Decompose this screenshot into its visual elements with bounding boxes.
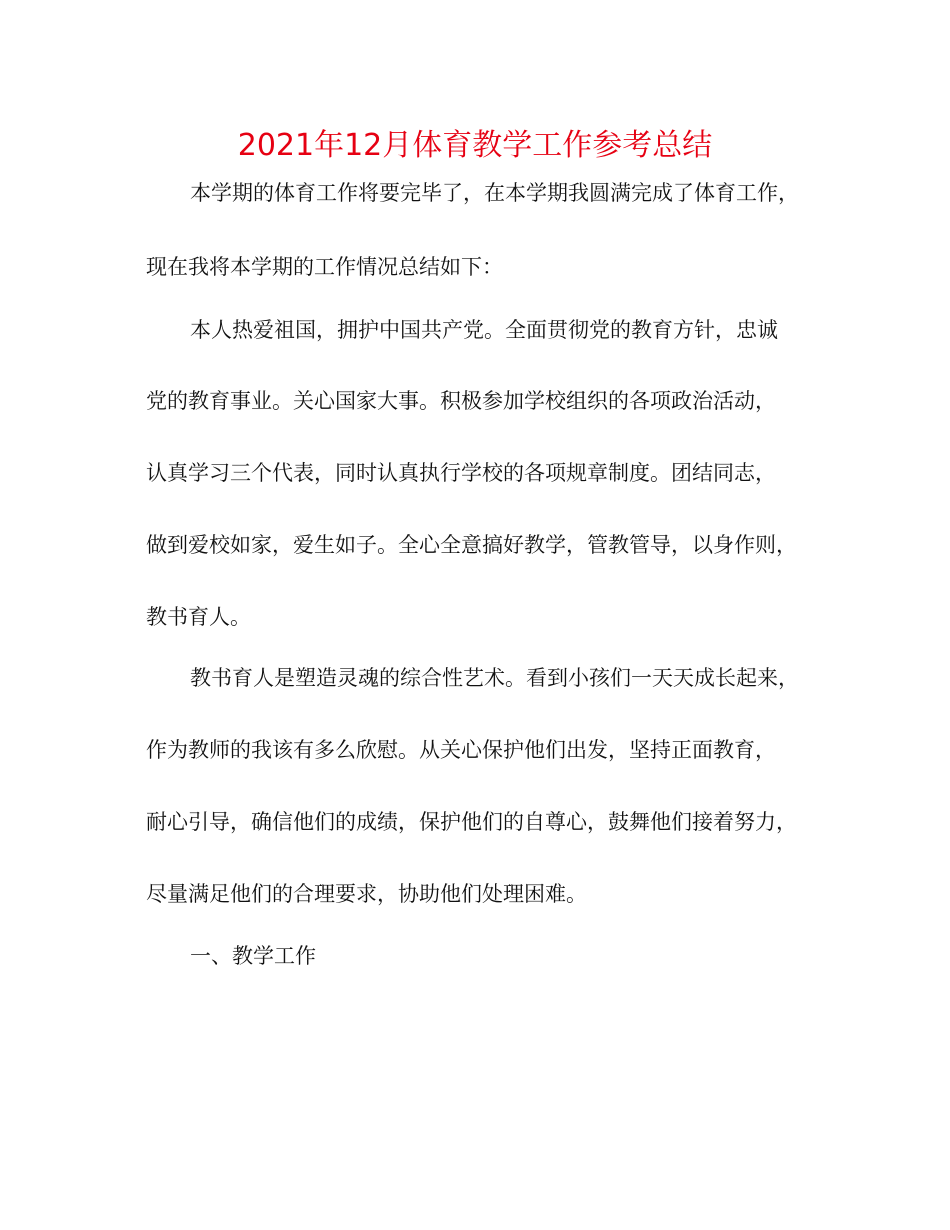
section-heading: 一、教学工作 — [190, 944, 316, 968]
paragraph-line: 作为教师的我该有多么欣慰。从关心保护他们出发，坚持正面教育， — [146, 738, 776, 762]
paragraph-line: 党的教育事业。关心国家大事。积极参加学校组织的各项政治活动， — [146, 389, 776, 413]
paragraph-line: 教书育人是塑造灵魂的综合性艺术。看到小孩们一天天成长起来， — [190, 666, 799, 690]
paragraph-line: 耐心引导，确信他们的成绩，保护他们的自尊心，鼓舞他们接着努力， — [146, 810, 797, 834]
paragraph-line: 现在我将本学期的工作情况总结如下： — [146, 255, 503, 279]
paragraph-line: 教书育人。 — [146, 605, 251, 629]
paragraph-line: 认真学习三个代表，同时认真执行学校的各项规章制度。团结同志， — [146, 461, 776, 485]
paragraph-line: 尽量满足他们的合理要求，协助他们处理困难。 — [146, 882, 587, 906]
paragraph-line: 做到爱校如家，爱生如子。全心全意搞好教学，管教管导，以身作则， — [146, 533, 797, 557]
document-title: 2021年12月体育教学工作参考总结 — [237, 128, 713, 163]
paragraph-line: 本人热爱祖国，拥护中国共产党。全面贯彻党的教育方针，忠诚 — [190, 318, 778, 342]
paragraph-line: 本学期的体育工作将要完毕了，在本学期我圆满完成了体育工作， — [190, 181, 799, 205]
